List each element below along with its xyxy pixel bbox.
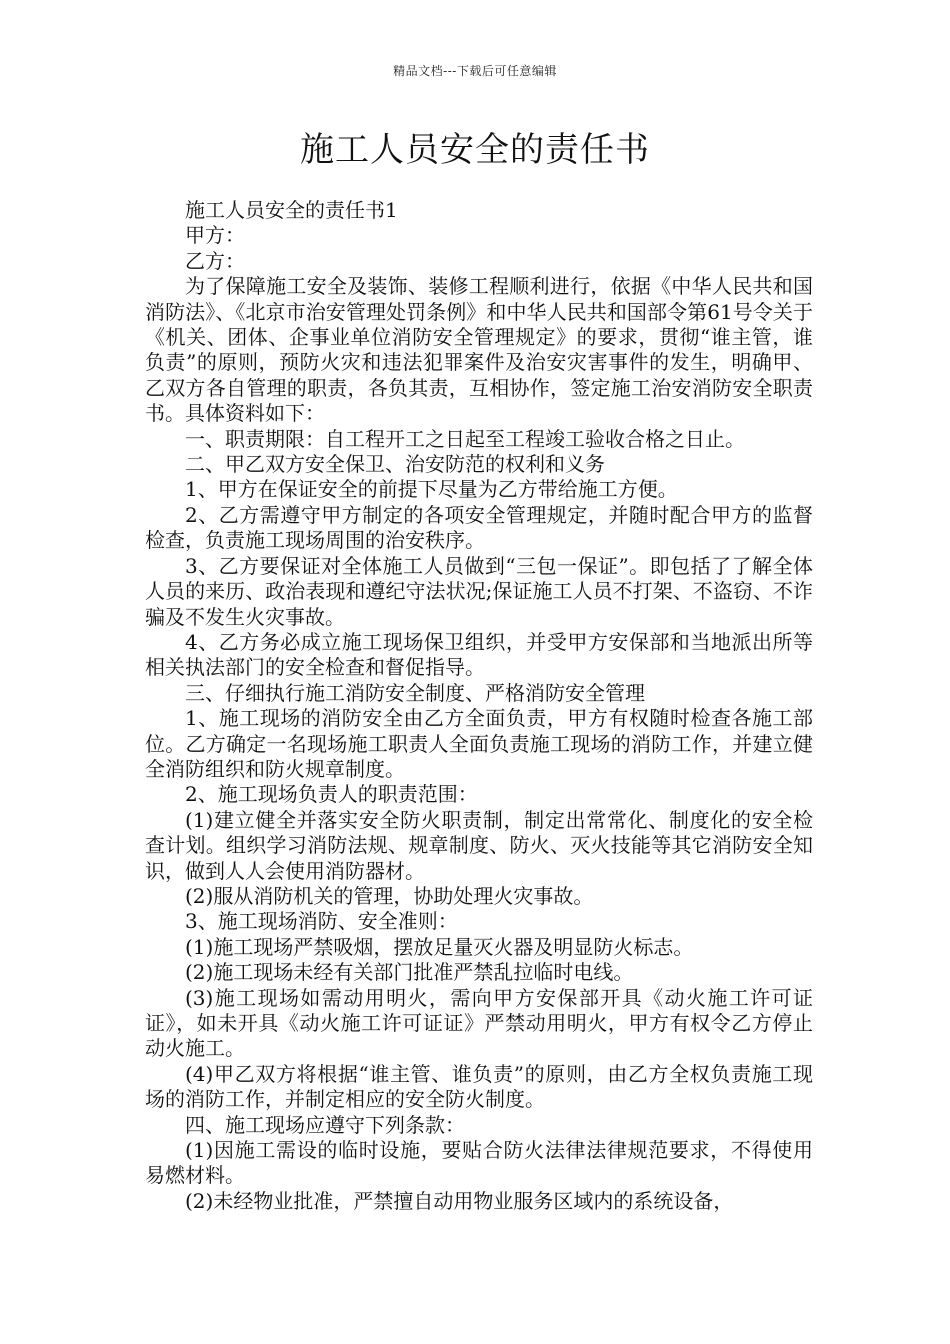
paragraph-subitem: (4)甲乙双方将根据“谁主管、谁负责”的原则，由乙方全权负责施工现场的消防工作，并制定相应的安全防火制度。 bbox=[145, 1061, 813, 1112]
document-title: 施工人员安全的责任书 bbox=[300, 130, 650, 170]
section-heading-3: 三、仔细执行施工消防安全制度、严格消防安全管理 bbox=[185, 680, 645, 705]
paragraph-item: 3、乙方要保证对全体施工人员做到“三包一保证”。即包括了了解全体人员的来历、政治表现和遵纪守法状况;保证施工人员不打架、不盗窃、不诈骗及不发生火灾事故。 bbox=[145, 553, 813, 629]
paragraph-subitem: (3)施工现场如需动用明火，需向甲方安保部开具《动火施工许可证证》，如未开具《动火施工许可证证》严禁动用明火，甲方有权令乙方停止动火施工。 bbox=[145, 985, 813, 1061]
paragraph-subitem: (2)未经物业批准，严禁擅自动用物业服务区域内的系统设备， bbox=[185, 1188, 734, 1213]
paragraph-preamble: 为了保障施工安全及装饰、装修工程顺利进行，依据《中华人民共和国消防法》、《北京市治安管理处罚条例》和中华人民共和国部令第61号令关于《机关、团体、企事业单位消防安全管理规定》的要求，贯彻“谁主管，谁负责”的原则，预防火灾和违法犯罪案件及治安灾害事件的发生，明确甲、乙双方各自管理的职责，各负其责，互相协作，签定施工治安消防安全职责书。具体资料如下： bbox=[145, 274, 813, 426]
paragraph-subtitle: 施工人员安全的责任书1 bbox=[185, 198, 398, 222]
paragraph-party-b: 乙方： bbox=[185, 248, 245, 273]
section-heading-2: 二、甲乙双方安全保卫、治安防范的权利和义务 bbox=[185, 452, 605, 477]
paragraph-item: 2、乙方需遵守甲方制定的各项安全管理规定，并随时配合甲方的监督检查，负责施工现场周围的治安秩序。 bbox=[145, 502, 813, 553]
paragraph-item: 1、施工现场的消防安全由乙方全面负责，甲方有权随时检查各施工部位。乙方确定一名现场施工职责人全面负责施工现场的消防工作，并建立健全消防组织和防火规章制度。 bbox=[145, 706, 813, 781]
paragraph-subitem: (2)服从消防机关的管理，协助处理火灾事故。 bbox=[185, 883, 594, 908]
paragraph-item: 2、施工现场负责人的职责范围： bbox=[185, 782, 478, 807]
paragraph-subitem: (1)施工现场严禁吸烟，摆放足量灭火器及明显防火标志。 bbox=[185, 934, 694, 959]
paragraph-item: 3、施工现场消防、安全准则： bbox=[185, 909, 458, 934]
page-header-watermark: 精品文档---下载后可任意编辑 bbox=[393, 64, 557, 78]
paragraph-subitem: (2)施工现场未经有关部门批准严禁乱拉临时电线。 bbox=[185, 960, 634, 985]
document-body bbox=[145, 198, 813, 1214]
paragraph-subitem: (1)因施工需设的临时设施，要贴合防火法律法律规范要求，不得使用易燃材料。 bbox=[145, 1138, 813, 1188]
paragraph-subitem: (1)建立健全并落实安全防火职责制，制定出常常化、制度化的安全检查计划。组织学习消防法规、规章制度、防火、灭火技能等其它消防安全知识，做到人人会使用消防器材。 bbox=[145, 807, 813, 883]
section-heading-4: 四、施工现场应遵守下列条款： bbox=[185, 1112, 465, 1137]
paragraph-item: 1、甲方在保证安全的前提下尽量为乙方带给施工方便。 bbox=[185, 477, 678, 502]
paragraph-party-a: 甲方： bbox=[185, 223, 245, 248]
paragraph-item: 4、乙方务必成立施工现场保卫组织，并受甲方安保部和当地派出所等相关执法部门的安全检查和督促指导。 bbox=[145, 629, 813, 680]
section-heading-1: 一、职责期限：自工程开工之日起至工程竣工验收合格之日止。 bbox=[185, 426, 745, 451]
